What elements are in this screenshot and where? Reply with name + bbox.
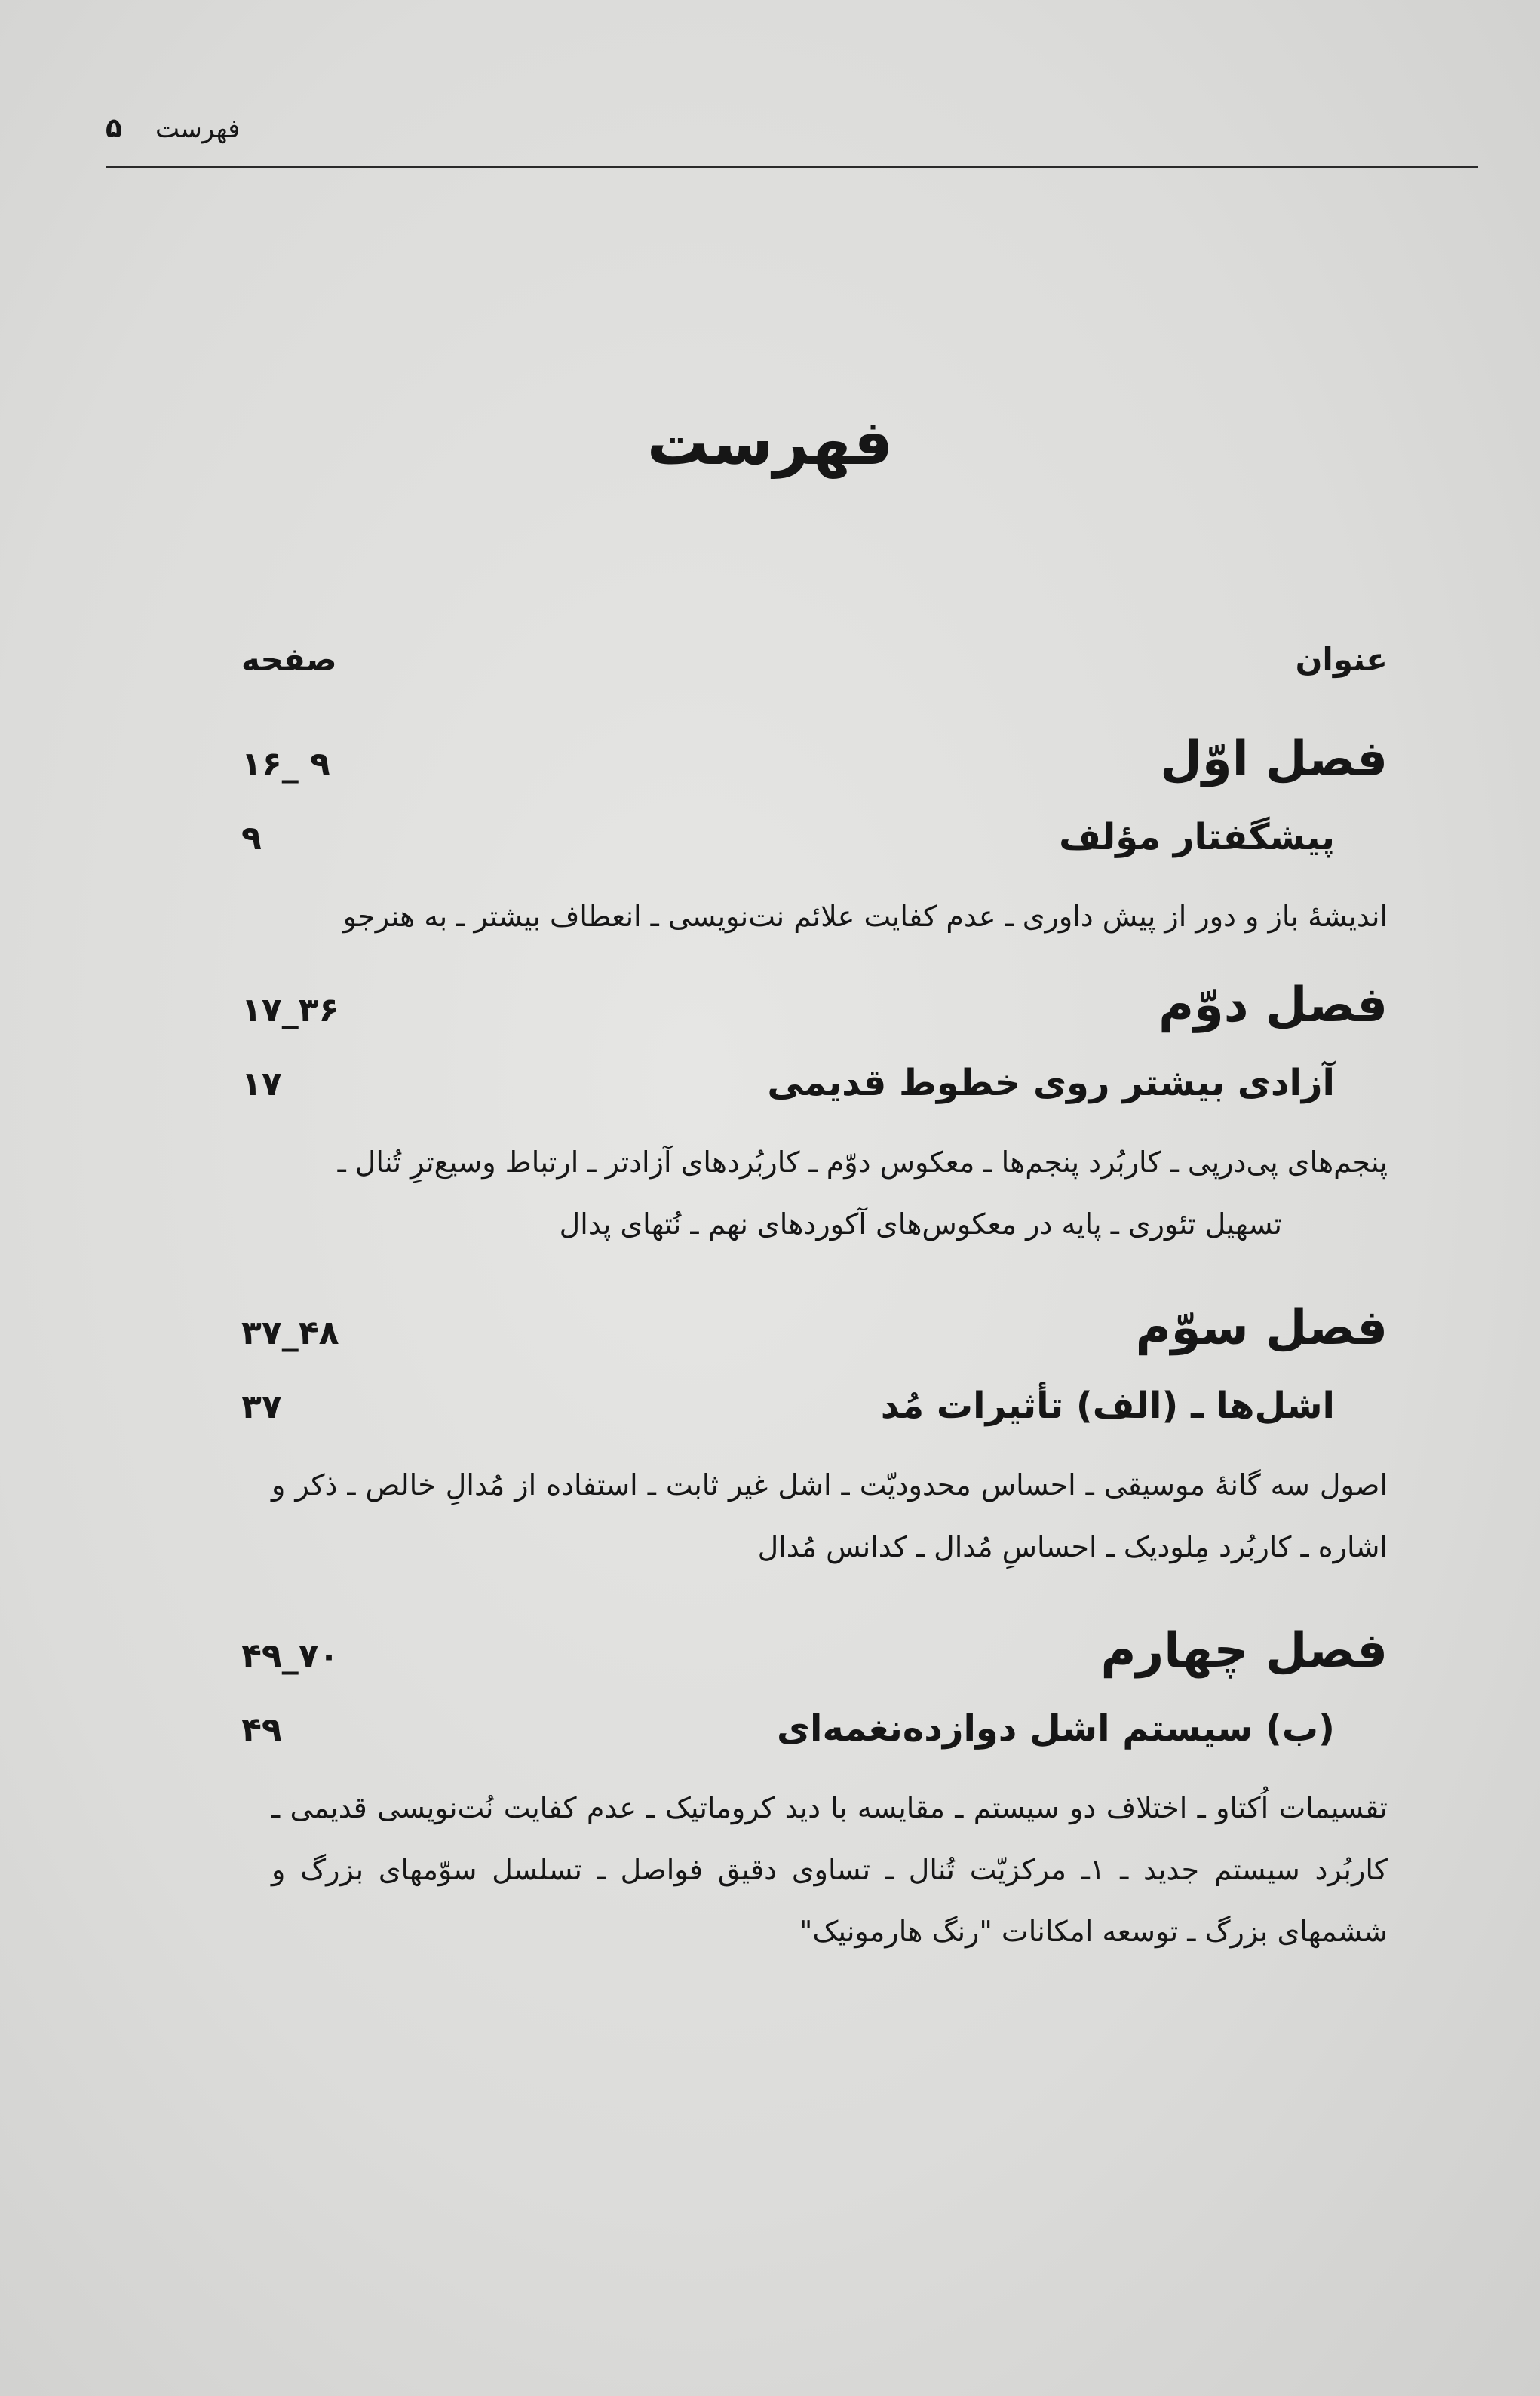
toc-chapter <box>241 1623 1388 1707</box>
section-page: ۳۷ <box>241 1388 282 1426</box>
chapter-pages: ۱۶_ ۹ <box>241 745 330 784</box>
section-title: اشل‌ها ـ (الف) تأثیرات مُد <box>880 1385 1335 1427</box>
chapter-pages: ۴۹_۷۰ <box>241 1637 339 1675</box>
toc-chapter <box>241 1300 1388 1385</box>
section-title: (ب) سیستم اشل دوازده‌نغمه‌ای <box>777 1707 1335 1750</box>
section-description: تقسیمات اُکتاو ـ اختلاف دو سیستم ـ مقایسه با دید کروماتیک ـ عدم کفایت نُت‌نویسی قدیمی ـ کاربُرد سیستم جدید ـ ۱ـ مرکزیّت تُنال ـ تساوی دقیق فواصل ـ تسلسل سوّمهای بزرگ و ششمهای بزرگ ـ توسعه امکانات "رنگ هارمونیک" <box>271 1791 1388 1948</box>
chapter-title: فصل سوّم <box>1135 1300 1388 1356</box>
chapter-title: فصل دوّم <box>1158 977 1388 1033</box>
toc-chapter <box>241 732 1388 816</box>
chapter-pages: ۳۷_۴۸ <box>241 1314 339 1352</box>
chapter-title: فصل چهارم <box>1100 1623 1388 1679</box>
chapter-pages: ۱۷_۳۶ <box>241 991 339 1029</box>
chapter-title: فصل اوّل <box>1160 732 1388 787</box>
toc-section <box>241 1385 1388 1454</box>
section-title: آزادی بیشتر روی خطوط قدیمی <box>767 1062 1335 1104</box>
column-title-label: عنوان <box>1295 641 1388 678</box>
toc-section <box>241 1062 1388 1131</box>
running-head <box>106 113 241 144</box>
toc <box>241 641 1388 1962</box>
section-title: پیشگفتار مؤلف <box>1059 816 1335 858</box>
section-description: پنجم‌های پی‌درپی ـ کاربُرد پنجم‌ها ـ معکوس دوّم ـ کاربُردهای آزادتر ـ ارتباط وسیع‌ترِ تُنال ـ <box>337 1146 1388 1179</box>
header-rule <box>106 166 1478 168</box>
section-description: تسهیل تئوری ـ پایه در معکوس‌های آکوردهای نهم ـ نُتهای پدال <box>559 1207 1282 1241</box>
section-page: ۱۷ <box>241 1065 282 1103</box>
section-page: ۹ <box>241 819 262 857</box>
toc-section <box>241 1707 1388 1777</box>
toc-section <box>241 816 1388 885</box>
page-number: ۵ <box>106 113 122 144</box>
section-page: ۴۹ <box>241 1710 282 1749</box>
toc-column-headers <box>241 641 1388 732</box>
page-title: فهرست <box>646 407 894 479</box>
section-description: اصول سه گانهٔ موسیقی ـ احساس محدودیّت ـ اشل غیر ثابت ـ استفاده از مُدالِ خالص ـ ذکر و اشاره ـ کاربُرد مِلودیک ـ احساسِ مُدال ـ کدانس مُدال <box>271 1468 1388 1563</box>
column-page-label: صفحه <box>241 641 337 678</box>
toc-chapter <box>241 977 1388 1062</box>
running-head-title: فهرست <box>155 114 241 144</box>
section-description: اندیشهٔ باز و دور از پیش داوری ـ عدم کفایت علائم نت‌نویسی ـ انعطاف بیشتر ـ به هنرجو <box>342 900 1388 933</box>
